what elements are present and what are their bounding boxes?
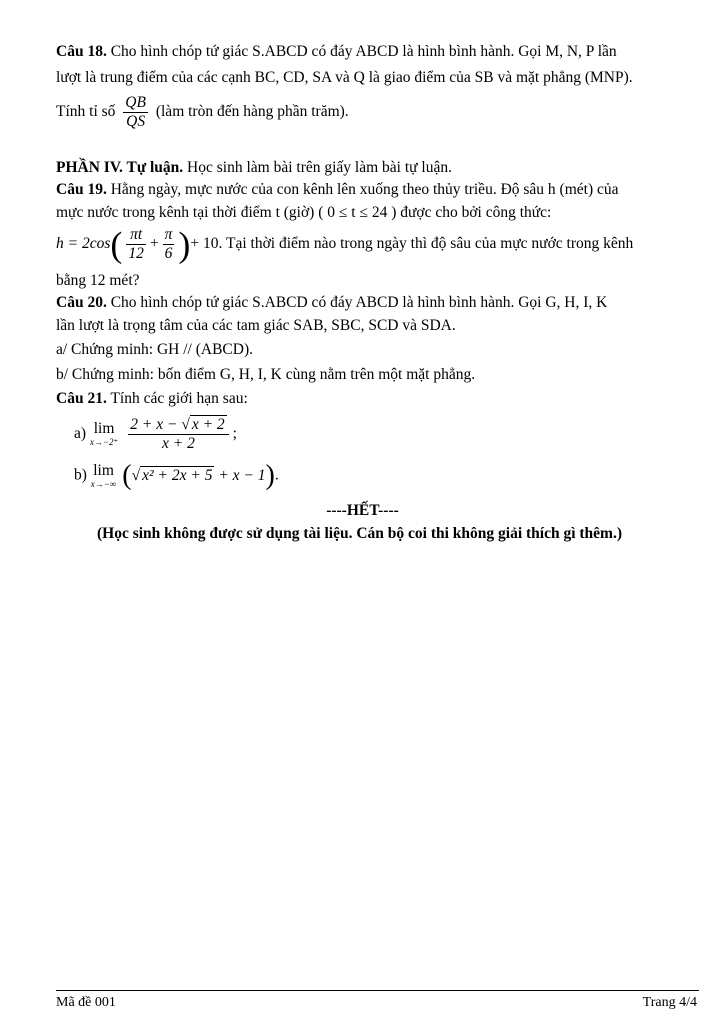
part4-label: PHẦN IV. Tự luận. <box>56 159 184 176</box>
q18-line1 <box>56 42 617 62</box>
q21-a-label: a) <box>74 425 87 442</box>
q19-fraction-2-num: π <box>164 226 173 243</box>
q18-ratio-prefix: Tính tỉ số <box>56 103 116 121</box>
q21-a-limit <box>90 421 118 447</box>
q20-part-a: a/ Chứng minh: GH // (ABCD). <box>56 341 253 358</box>
q20-line2: lần lượt là trọng tâm của các tam giác SAB, SBC, SCD và SDA. <box>56 317 456 334</box>
q19-fraction-1 <box>126 226 146 263</box>
q21-a-lim-sub: x→−2⁺ <box>89 437 119 448</box>
q19-line4: bằng 12 mét? <box>56 272 140 289</box>
end-note: (Học sinh không được sử dụng tài liệu. Cán bộ coi thi không giải thích gì thêm.) <box>97 525 623 542</box>
q18-ratio-fraction <box>123 94 148 131</box>
q21-b-left-paren: ( <box>122 460 132 491</box>
q21-b-limit <box>91 463 116 489</box>
q21-b-sqrt: x² + 2x + 5 <box>142 466 213 484</box>
q19-fraction-2 <box>163 226 175 263</box>
footer-page-number: Trang 4/4 <box>642 995 697 1010</box>
q21-part-b <box>74 458 279 494</box>
q21-a-num-pre: 2 + x − <box>130 416 178 434</box>
q19-plus: + <box>149 235 159 253</box>
q21-label: Câu 21. <box>56 390 107 407</box>
q19-right-paren: ) <box>178 224 191 265</box>
q18-ratio-numerator: QB <box>125 94 146 111</box>
q21-a-num-sqrt: x + 2 <box>191 416 225 434</box>
q19-text-1: Hằng ngày, mực nước của con kênh lên xuống theo thủy triều. Độ sâu h (mét) của <box>110 181 619 198</box>
q20-part-b: b/ Chứng minh: bốn điểm G, H, I, K cùng nằm trên một mặt phẳng. <box>56 366 476 383</box>
q21-a-denominator: x + 2 <box>162 435 195 453</box>
q19-left-paren: ( <box>110 224 123 265</box>
end-mark: ----HẾT---- <box>326 502 399 519</box>
q19-line2: mực nước trong kênh tại thời điểm t (giờ) ( 0 ≤ t ≤ 24 ) được cho bởi công thức: <box>56 204 552 221</box>
q21-b-lim-word: lim <box>93 462 114 479</box>
q21-heading <box>56 389 248 409</box>
q20-line1 <box>56 293 607 313</box>
q18-ratio-denominator: QS <box>126 113 146 130</box>
q20-text-1: Cho hình chóp tứ giác S.ABCD có đáy ABCD là hình bình hành. Gọi G, H, I, K <box>110 294 608 311</box>
q19-formula-prefix: h = 2cos <box>56 235 111 253</box>
q19-label: Câu 19. <box>56 181 107 198</box>
q21-b-right-paren: ) <box>265 460 275 491</box>
q21-b-label: b) <box>74 466 87 484</box>
q19-formula-suffix: + 10 <box>190 235 219 253</box>
q19-formula-text: . Tại thời điểm nào trong ngày thì độ sâu của mực nước trong kênh <box>218 235 634 253</box>
part4-heading <box>56 158 452 178</box>
q21-b-body: √ x² + 2x + 5 + x − 1 <box>131 466 266 484</box>
q19-line1 <box>56 180 619 200</box>
q18-ratio-suffix: (làm tròn đến hàng phần trăm). <box>155 103 349 121</box>
q18-text-1: Cho hình chóp tứ giác S.ABCD có đáy ABCD là hình bình hành. Gọi M, N, P lần <box>110 43 617 60</box>
q20-label: Câu 20. <box>56 294 107 311</box>
q21-b-end: . <box>274 466 279 484</box>
footer-divider <box>56 990 699 991</box>
q18-label: Câu 18. <box>56 43 107 60</box>
q21-part-a <box>74 412 237 456</box>
q18-line3 <box>56 94 349 131</box>
q21-a-lim-word: lim <box>93 420 115 438</box>
q21-a-numerator: 2 + x − √ x + 2 <box>128 415 228 435</box>
q19-formula-line <box>56 226 633 263</box>
q18-line2: lượt là trung điểm của các cạnh BC, CD, SA và Q là giao điểm của SB và mặt phẳng (MNP). <box>56 69 633 86</box>
footer-exam-code: Mã đề 001 <box>56 995 116 1010</box>
q21-a-fraction <box>128 415 228 453</box>
q21-b-post: + x − 1 <box>218 466 266 484</box>
q21-a-end: ; <box>232 425 237 442</box>
q19-fraction-1-num: πt <box>126 226 146 245</box>
q19-fraction-1-den: 12 <box>128 245 144 262</box>
q21-text: Tính các giới hạn sau: <box>110 390 248 407</box>
q21-b-lim-sub: x→−∞ <box>90 479 117 489</box>
q19-fraction-2-den: 6 <box>164 245 173 262</box>
part4-text: Học sinh làm bài trên giấy làm bài tự luận. <box>187 159 452 176</box>
